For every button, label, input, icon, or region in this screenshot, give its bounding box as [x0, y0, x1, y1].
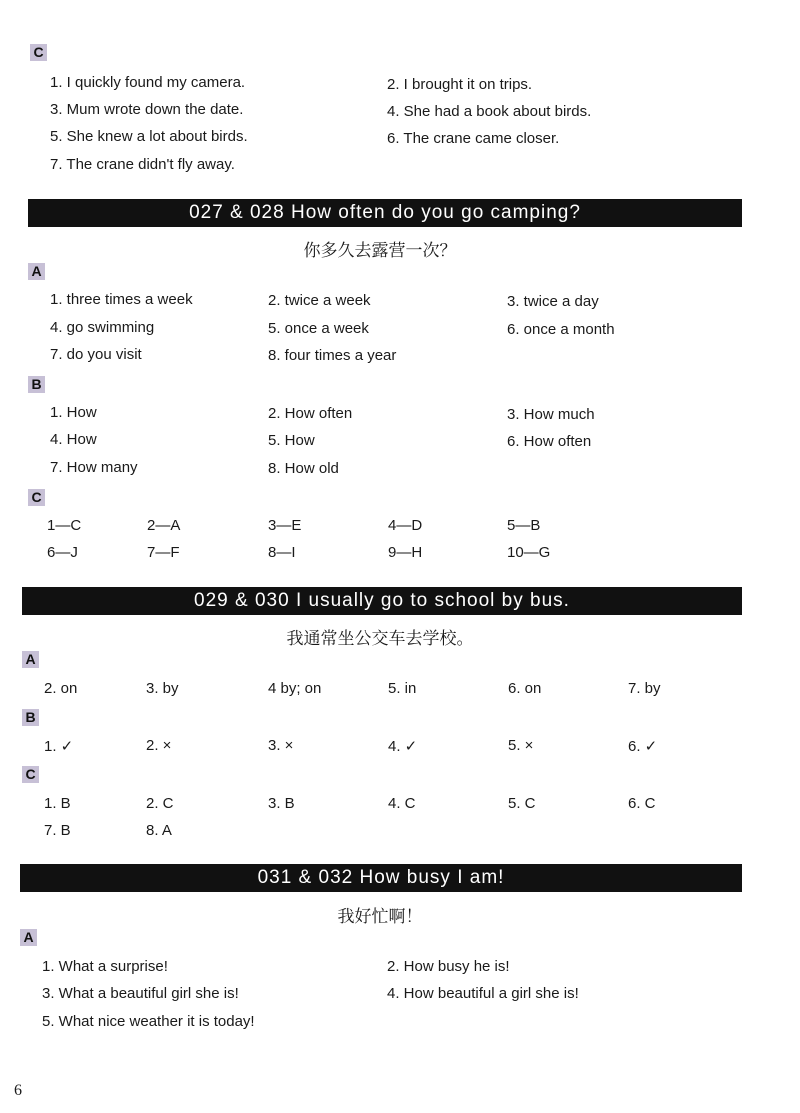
unit-subtitle-chinese: 你多久去露营一次？: [303, 241, 457, 261]
answer-item: 7. B: [44, 822, 71, 839]
answer-item: 3. How much: [507, 406, 595, 423]
answer-item: 4—D: [388, 517, 423, 534]
unit-title-bar: 027 & 028 How often do you go camping?: [28, 199, 742, 227]
answer-item: 5—B: [507, 517, 541, 534]
section-badge-b: B: [22, 709, 39, 726]
answer-item: 2. C: [146, 795, 174, 812]
answer-item: 3. twice a day: [507, 293, 599, 310]
answer-item: 4. She had a book about birds.: [387, 103, 592, 120]
answer-item: 6. C: [628, 795, 656, 812]
answer-item: 1. What a surprise!: [42, 958, 168, 975]
answer-item: 1. B: [44, 795, 71, 812]
answer-item: 3. ×: [268, 737, 294, 754]
answer-item: 7. by: [628, 680, 661, 697]
answer-item: 3. Mum wrote down the date.: [50, 101, 244, 118]
answer-item: 4. How: [50, 431, 97, 448]
answer-item: 2. How often: [268, 405, 353, 422]
answer-item: 8. four times a year: [268, 347, 397, 364]
answer-item: 7—F: [147, 544, 180, 561]
answer-item: 8. A: [146, 822, 172, 839]
answer-item: 5. in: [388, 680, 417, 697]
answer-item: 6. How often: [507, 433, 592, 450]
answer-item: 5. C: [508, 795, 536, 812]
answer-item: 1. How: [50, 404, 97, 421]
answer-item: 3—E: [268, 517, 302, 534]
answer-item: 10—G: [507, 544, 551, 561]
answer-item: 6. on: [508, 680, 542, 697]
answer-item: 2. I brought it on trips.: [387, 76, 533, 93]
section-badge-c: C: [30, 44, 47, 61]
answer-item: 6. ✓: [628, 738, 658, 755]
answer-item: 6—J: [47, 544, 78, 561]
answer-item: 4. go swimming: [50, 319, 155, 336]
answer-item: 4. How beautiful a girl she is!: [387, 985, 579, 1002]
answer-item: 5. What nice weather it is today!: [42, 1013, 255, 1030]
unit-subtitle-chinese: 我好忙啊！: [337, 907, 423, 927]
answer-item: 8—I: [268, 544, 296, 561]
answer-item: 2. How busy he is!: [387, 958, 510, 975]
answer-item: 2—A: [147, 517, 181, 534]
answer-item: 3. by: [146, 680, 179, 697]
section-badge-c: C: [28, 489, 45, 506]
unit-title-bar: 031 & 032 How busy I am!: [20, 864, 742, 892]
page-number: 6: [14, 1082, 22, 1099]
answer-item: 3. What a beautiful girl she is!: [42, 985, 239, 1002]
section-badge-c: C: [22, 766, 39, 783]
answer-item: 1—C: [47, 517, 82, 534]
answer-item: 7. do you visit: [50, 346, 142, 363]
answer-item: 6. once a month: [507, 321, 615, 338]
answer-item: 2. ×: [146, 737, 172, 754]
answer-item: 4. ✓: [388, 738, 418, 755]
answer-item: 2. on: [44, 680, 78, 697]
answer-item: 5. once a week: [268, 320, 369, 337]
unit-subtitle-chinese: 我通常坐公交车去学校。: [286, 629, 474, 649]
section-badge-b: B: [28, 376, 45, 393]
answer-item: 2. twice a week: [268, 292, 371, 309]
answer-item: 8. How old: [268, 460, 339, 477]
answer-item: 3. B: [268, 795, 295, 812]
section-badge-a: A: [28, 263, 45, 280]
answer-item: 5. She knew a lot about birds.: [50, 128, 248, 145]
answer-item: 5. ×: [508, 737, 534, 754]
answer-item: 6. The crane came closer.: [387, 130, 560, 147]
unit-title-bar: 029 & 030 I usually go to school by bus.: [22, 587, 742, 615]
answer-item: 4 by; on: [268, 680, 322, 697]
section-badge-a: A: [20, 929, 37, 946]
section-badge-a: A: [22, 651, 39, 668]
answer-item: 7. How many: [50, 459, 138, 476]
answer-item: 1. ✓: [44, 738, 74, 755]
answer-item: 5. How: [268, 432, 315, 449]
answer-item: 1. I quickly found my camera.: [50, 74, 246, 91]
answer-item: 7. The crane didn't fly away.: [50, 156, 235, 173]
answer-item: 9—H: [388, 544, 423, 561]
answer-item: 4. C: [388, 795, 416, 812]
answer-item: 1. three times a week: [50, 291, 193, 308]
